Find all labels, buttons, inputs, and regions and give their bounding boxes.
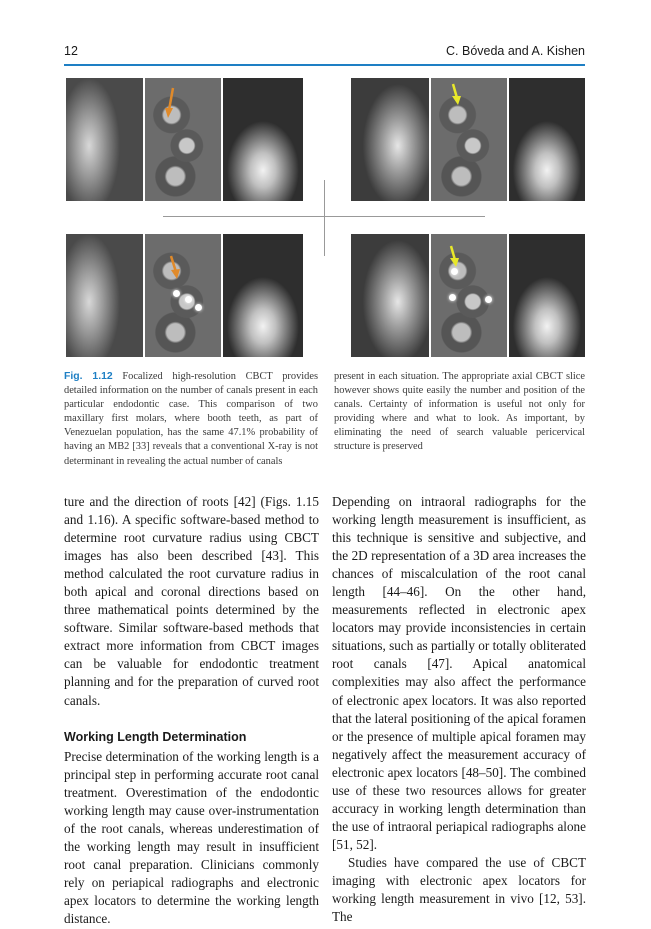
xray-panel-top-right (351, 78, 429, 201)
body-paragraph: Depending on intraoral radiographs for the working length measurement is insufficient, as this technique is sensitive and subjective, and the 2D representation of a 3D area increases the chances of miscalculation of the root canal length [44–46]. On the other hand, measurements reflected in electronic apex locators may provide inconsistencies in certain situations, such as partially or totally obliterated root canals [47]. Apical anatomical complexities may also affect the performance of electronic apex locators. It was also reported that the lateral positioning of the apical foramen or the presence of multiple apical foramen may negatively affect the measurement accuracy of electronic apex locators [48–50]. The combined use of these two resources allows for greater accuracy in working length determination than the use of intraoral periapical radiographs alone [51, 52]. (332, 494, 586, 852)
body-column-left (64, 493, 319, 928)
body-paragraph: Studies have compared the use of CBCT imaging with electronic apex locators for working length measurement in vivo [12, 53]. The (332, 854, 586, 925)
filling-marker (173, 290, 180, 297)
arrow-icon (145, 234, 221, 357)
body-paragraph: ture and the direction of roots [42] (Figs. 1.15 and 1.16). A specific software-based method to determine root curvature radius using CBCT images has also been described [43]. This method calculated the root curvature radius in both apical and coronal directions based on three mathematical points determined by the software. Similar software-based methods that extract more information from CBCT images can be valuable for endodontic treatment planning and for the preparation of curved root canals. (64, 494, 319, 708)
figure-caption-left (64, 370, 318, 469)
section-heading: Working Length Determination (64, 729, 247, 744)
running-head-authors: C. Bóveda and A. Kishen (446, 44, 585, 58)
header-rule (64, 64, 585, 66)
filling-marker (185, 296, 192, 303)
sagittal-panel-bottom-right (509, 234, 585, 357)
filling-marker (451, 268, 458, 275)
axial-panel-top-right (431, 78, 507, 201)
body-paragraph: Precise determination of the working length is a principal step in performing accurate root canal treatment. Overestimation of the endodontic working length may cause over-instrumentation of the root canals, whereas underestimation of the working length may result in insufficient root canal preparation. Clinicians commonly rely on periapical radiographs and electronic apex locators to determine the working length distance. (64, 748, 319, 927)
arrow-icon (431, 234, 507, 357)
filling-marker (449, 294, 456, 301)
axial-panel-bottom-left (145, 234, 221, 357)
sagittal-panel-top-left (223, 78, 303, 201)
axial-panel-bottom-right (431, 234, 507, 357)
filling-marker (485, 296, 492, 303)
figure-label: Fig. 1.12 (64, 371, 113, 382)
xray-panel-bottom-left (66, 234, 143, 357)
sagittal-panel-bottom-left (223, 234, 303, 357)
filling-marker (195, 304, 202, 311)
axial-panel-top-left (145, 78, 221, 201)
xray-panel-bottom-right (351, 234, 429, 357)
caption-text-left: Focalized high-resolution CBCT provides detailed information on the number of canals present in each particular endodontic case. This comparison of two maxillary first molars, where booth teeth, as part of Venezuelan population, has the same 47.1% probability of having an MB2 [33] reveals that a conventional X-ray is not determinant in revealing the actual number of canals (64, 371, 319, 467)
arrow-icon (145, 78, 221, 201)
figure-divider-vertical (324, 180, 325, 256)
caption-text-right: present in each situation. The appropriate axial CBCT slice however shows quite easily the number and position of the canals. Certainty of information is useful not only for providing where and what to look. As important, by eliminating the need of search valuable pericervical structure is preserved (334, 371, 585, 453)
figure-caption-right (334, 370, 585, 455)
xray-panel-top-left (66, 78, 143, 201)
body-column-right (332, 493, 586, 926)
arrow-icon (431, 78, 507, 201)
sagittal-panel-top-right (509, 78, 585, 201)
page-number: 12 (64, 44, 78, 58)
